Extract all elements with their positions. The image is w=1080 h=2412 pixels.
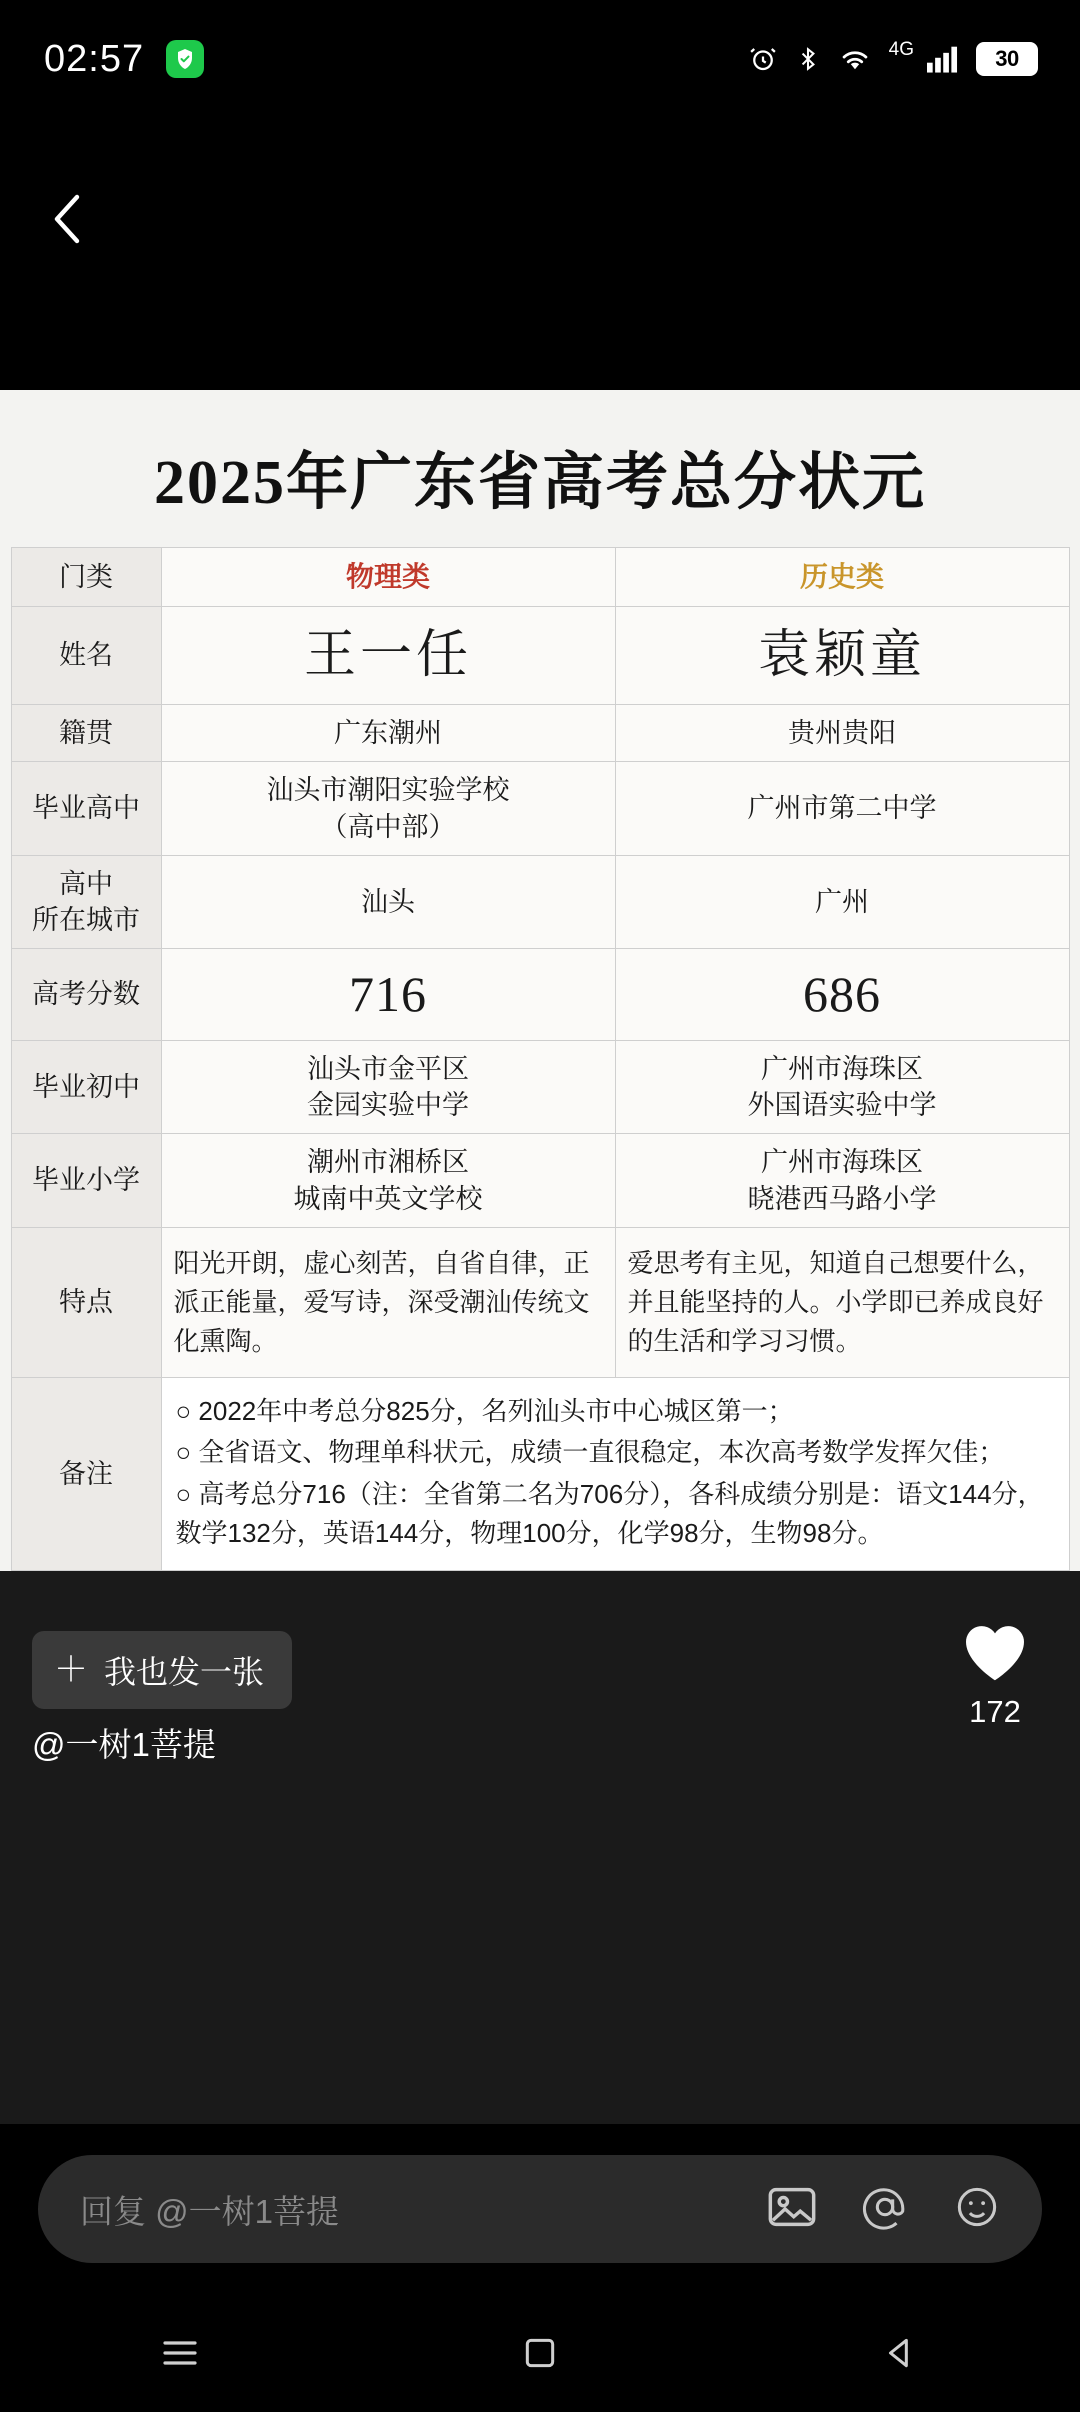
- top-nav-bar: [0, 118, 1080, 390]
- table-row: [11, 1041, 1069, 1134]
- row-value-a: 物理类: [161, 548, 615, 607]
- row-value-a: 潮州市湘桥区 城南中英文学校: [161, 1134, 615, 1227]
- bluetooth-icon: [795, 44, 821, 74]
- alarm-icon: [748, 44, 778, 74]
- battery-indicator: 30: [976, 42, 1038, 76]
- status-clock: 02:57: [44, 37, 145, 80]
- post-image-button[interactable]: [32, 1631, 292, 1709]
- row-label: 高中 所在城市: [11, 855, 161, 948]
- row-value-b: 686: [615, 949, 1069, 1041]
- status-bar-left: [44, 38, 204, 81]
- row-value-b: 广州市海珠区 外国语实验中学: [615, 1041, 1069, 1134]
- row-label: 门类: [11, 548, 161, 607]
- signal-icon: [927, 45, 959, 73]
- author-handle[interactable]: @一树1菩提: [32, 1725, 216, 1763]
- row-value-b: 袁颖童: [615, 606, 1069, 705]
- image-title: 2025年广东省高考总分状元: [153, 449, 926, 517]
- row-value-a: 王一任: [161, 606, 615, 705]
- row-value-a: 汕头市金平区 金园实验中学: [161, 1041, 615, 1134]
- row-value-a: 汕头市潮阳实验学校 （高中部）: [161, 762, 615, 855]
- home-icon[interactable]: [480, 2334, 600, 2372]
- note-line: ○ 高考总分716（注：全省第二名为706分），各科成绩分别是：语文144分，数学132分，英语144分，物理100分，化学98分，生物98分。: [175, 1478, 1044, 1549]
- table-row: [11, 1134, 1069, 1227]
- status-bar: [0, 0, 1080, 118]
- row-label: 备注: [11, 1377, 161, 1570]
- reply-icon-group: [766, 2184, 1002, 2235]
- recents-icon[interactable]: [120, 2336, 240, 2370]
- emoji-icon[interactable]: [952, 2184, 1002, 2235]
- note-line: ○ 全省语文、物理单科状元，成绩一直很稳定，本次高考数学发挥欠佳；: [175, 1437, 1005, 1468]
- note-line: ○ 2022年中考总分825分，名列汕头市中心城区第一；: [175, 1395, 794, 1426]
- row-value-b: 广州市海珠区 晓港西马路小学: [615, 1134, 1069, 1227]
- mention-icon[interactable]: [860, 2184, 910, 2235]
- back-icon[interactable]: [840, 2334, 960, 2372]
- row-label: 特点: [11, 1227, 161, 1377]
- table-row-note: [11, 1377, 1069, 1570]
- row-value-a: 716: [161, 949, 615, 1041]
- status-bar-right: [748, 39, 1038, 76]
- row-value-a: 广东潮州: [161, 705, 615, 762]
- row-label: 姓名: [11, 606, 161, 705]
- row-label: 毕业高中: [11, 762, 161, 855]
- like-count: 172: [969, 1693, 1021, 1729]
- row-label: 高考分数: [11, 949, 161, 1041]
- interaction-band: [0, 1571, 1080, 2124]
- row-value-b: 贵州贵阳: [615, 705, 1069, 762]
- table-row: [11, 949, 1069, 1041]
- image-icon[interactable]: [766, 2184, 818, 2235]
- reply-input-container[interactable]: [38, 2155, 1042, 2263]
- shield-check-icon: [166, 40, 204, 78]
- like-button[interactable]: [958, 1617, 1032, 1730]
- heart-icon: [958, 1617, 1032, 1690]
- post-image-label: 我也发一张: [104, 1653, 265, 1690]
- shared-image[interactable]: [0, 390, 1080, 1571]
- plus-icon: ＋: [54, 1650, 88, 1689]
- row-label: 毕业初中: [11, 1041, 161, 1134]
- table-row: [11, 548, 1069, 607]
- row-value-a: 阳光开朗，虚心刻苦，自省自律，正派正能量，爱写诗，深受潮汕传统文化熏陶。: [161, 1227, 615, 1377]
- table-row: [11, 1227, 1069, 1377]
- row-value-b: 历史类: [615, 548, 1069, 607]
- reply-bar: [0, 2124, 1080, 2294]
- comparison-table: [11, 547, 1070, 1571]
- note-cell: [161, 1377, 1069, 1570]
- table-row: [11, 855, 1069, 948]
- wifi-icon: [838, 45, 872, 73]
- row-value-b: 广州市第二中学: [615, 762, 1069, 855]
- back-button[interactable]: [30, 180, 108, 258]
- row-value-a: 汕头: [161, 855, 615, 948]
- row-value-b: 爱思考有主见，知道自己想要什么，并且能坚持的人。小学即已养成良好的生活和学习习惯。: [615, 1227, 1069, 1377]
- table-row: [11, 606, 1069, 705]
- reply-input[interactable]: 回复 @一树1菩提: [80, 2192, 340, 2230]
- network-type-label: 4G: [888, 39, 914, 60]
- table-row: [11, 705, 1069, 762]
- row-label: 籍贯: [11, 705, 161, 762]
- table-row: [11, 762, 1069, 855]
- system-nav-bar: [0, 2294, 1080, 2412]
- row-label: 毕业小学: [11, 1134, 161, 1227]
- row-value-b: 广州: [615, 855, 1069, 948]
